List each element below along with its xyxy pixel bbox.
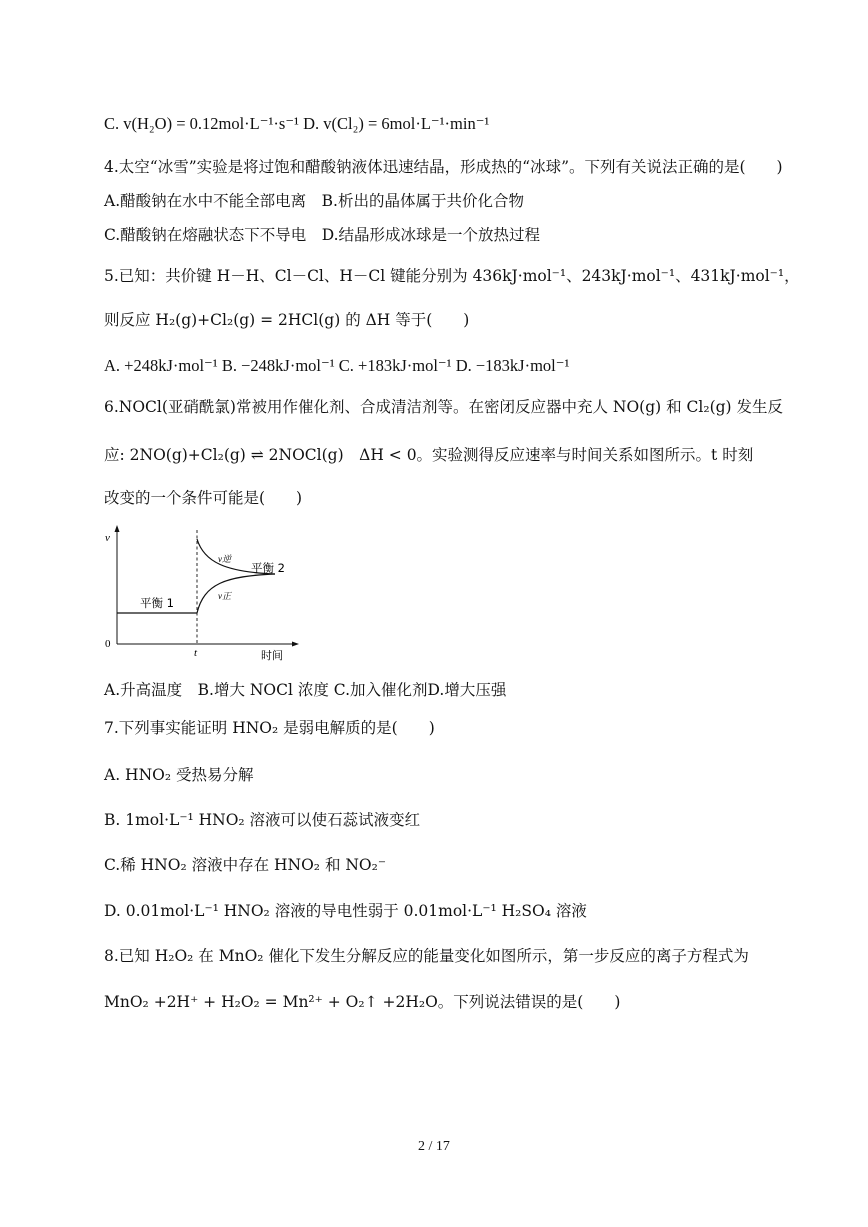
q4-stem: 4.太空“冰雪”实验是将过饱和醋酸钠液体迅速结晶，形成热的“冰球”。下列有关说法正确的是( ) [104, 158, 783, 176]
v-reverse-label: v逆 [218, 554, 231, 564]
q5-stem-line2: 则反应 H₂(g)+Cl₂(g) = 2HCl(g) 的 ΔH 等于( ) [104, 311, 470, 329]
page-number: 2 / 17 [418, 1139, 450, 1154]
q5-stem-line1: 5.已知：共价键 H－H、Cl－Cl、H－Cl 键能分别为 436kJ·mol⁻¹、243kJ·mol⁻¹、431kJ·mol⁻¹， [104, 267, 800, 285]
q6-stem-line2: 应: 2NO(g)+Cl₂(g) ⇌ 2NOCl(g) ΔH < 0。实验测得反应速率与时间关系如图所示。t 时刻 [104, 446, 754, 464]
y-axis-arrow [115, 525, 120, 532]
x-axis-label: 时间 [261, 649, 283, 662]
q8-stem-line1: 8.已知 H₂O₂ 在 MnO₂ 催化下发生分解反应的能量变化如图所示，第一步反应的离子方程式为 [104, 947, 749, 965]
origin-label: 0 [105, 638, 111, 650]
rate-time-graph [100, 522, 300, 664]
x-axis-arrow [292, 642, 299, 647]
q6-stem-line1: 6.NOCl(亚硝酰氯)常被用作催化剂、合成清洁剂等。在密闭反应器中充人 NO(g) 和 Cl₂(g) 发生反 [104, 398, 784, 416]
q8-stem-line2: MnO₂ +2H⁺ + H₂O₂ = Mn²⁺ + O₂↑ +2H₂O。下列说法错误的是( ) [104, 993, 621, 1011]
q5-options: A. +248kJ·mol⁻¹ B. −248kJ·mol⁻¹ C. +183kJ·mol⁻¹ D. −183kJ·mol⁻¹ [104, 356, 570, 375]
q6-stem-line3: 改变的一个条件可能是( ) [104, 489, 303, 507]
q7-option-a: A. HNO₂ 受热易分解 [104, 766, 254, 784]
q3-options-cd: C. v(H₂O) = 0.12mol·L⁻¹·s⁻¹ D. v(Cl₂) = 6mol·L⁻¹·min⁻¹ [104, 114, 490, 133]
q7-option-c: C.稀 HNO₂ 溶液中存在 HNO₂ 和 NO₂⁻ [104, 856, 387, 874]
q4-options-cd: C.醋酸钠在熔融状态下不导电 D.结晶形成冰球是一个放热过程 [104, 226, 541, 244]
q7-stem: 7.下列事实能证明 HNO₂ 是弱电解质的是( ) [104, 719, 435, 737]
v-forward-label: v正 [218, 591, 231, 601]
q4-options-ab: A.醋酸钠在水中不能全部电离 B.析出的晶体属于共价化合物 [104, 192, 524, 210]
q7-option-b: B. 1mol·L⁻¹ HNO₂ 溶液可以使石蕊试液变红 [104, 811, 421, 829]
equilibrium-1-label: 平衡 1 [140, 596, 174, 610]
q6-options: A.升高温度 B.增大 NOCl 浓度 C.加入催化剂D.增大压强 [104, 681, 507, 699]
t-label: t [194, 647, 198, 659]
y-axis-label: v [105, 532, 110, 544]
q7-option-d: D. 0.01mol·L⁻¹ HNO₂ 溶液的导电性弱于 0.01mol·L⁻¹ H₂SO₄ 溶液 [104, 902, 587, 920]
v-forward-curve [197, 574, 275, 613]
equilibrium-2-label: 平衡 2 [251, 561, 285, 575]
